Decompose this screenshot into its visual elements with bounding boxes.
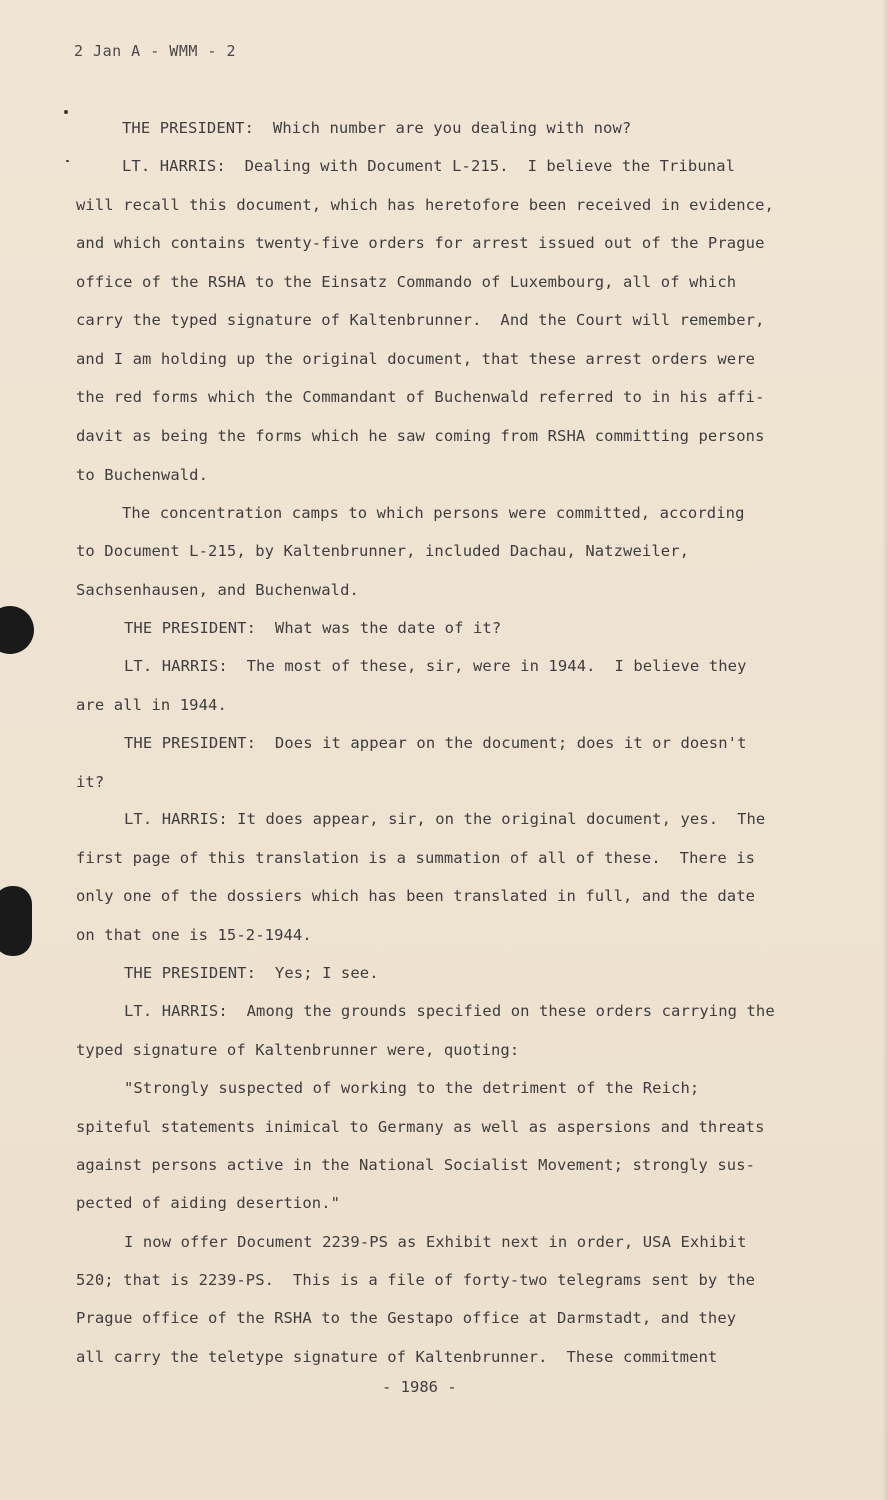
- text-line: davit as being the forms which he saw coming from RSHA committing persons: [76, 427, 765, 445]
- text-line: Prague office of the RSHA to the Gestapo office at Darmstadt, and they: [76, 1309, 737, 1327]
- text-line: it?: [76, 773, 105, 791]
- ink-speck: [66, 160, 69, 162]
- text-line: LT. HARRIS: The most of these, sir, were in 1944. I believe they: [124, 657, 747, 675]
- text-line: carry the typed signature of Kaltenbrunner. And the Court will remember,: [76, 311, 765, 329]
- text-line: THE PRESIDENT: What was the date of it?: [124, 619, 502, 637]
- text-line: "Strongly suspected of working to the detriment of the Reich;: [124, 1079, 700, 1097]
- binder-hole-top: [0, 606, 34, 654]
- text-line: all carry the teletype signature of Kaltenbrunner. These commitment: [76, 1348, 718, 1366]
- binder-hole-bottom: [0, 886, 32, 956]
- text-line: first page of this translation is a summation of all of these. There is: [76, 849, 756, 867]
- text-line: to Buchenwald.: [76, 466, 209, 484]
- text-line: THE PRESIDENT: Yes; I see.: [124, 964, 379, 982]
- text-line: against persons active in the National Socialist Movement; strongly sus-: [76, 1156, 756, 1174]
- text-line: The concentration camps to which persons were committed, according: [122, 504, 745, 522]
- text-line: I now offer Document 2239-PS as Exhibit next in order, USA Exhibit: [124, 1233, 747, 1251]
- text-line: the red forms which the Commandant of Buchenwald referred to in his affi-: [76, 388, 765, 406]
- text-line: 520; that is 2239-PS. This is a file of forty-two telegrams sent by the: [76, 1271, 756, 1289]
- text-line: office of the RSHA to the Einsatz Commando of Luxembourg, all of which: [76, 273, 737, 291]
- text-line: LT. HARRIS: Among the grounds specified on these orders carrying the: [124, 1002, 775, 1020]
- text-line: LT. HARRIS: Dealing with Document L-215. I believe the Tribunal: [122, 157, 736, 175]
- ink-speck: [64, 110, 68, 114]
- page-edge-shadow: [882, 0, 888, 1500]
- page-header: 2 Jan A - WMM - 2: [74, 42, 237, 60]
- text-line: THE PRESIDENT: Does it appear on the document; does it or doesn't: [124, 734, 747, 752]
- text-line: THE PRESIDENT: Which number are you dealing with now?: [122, 119, 632, 137]
- page-number: - 1986 -: [382, 1378, 457, 1396]
- text-line: pected of aiding desertion.": [76, 1194, 341, 1212]
- text-line: spiteful statements inimical to Germany as well as aspersions and threats: [76, 1118, 765, 1136]
- text-line: to Document L-215, by Kaltenbrunner, included Dachau, Natzweiler,: [76, 542, 690, 560]
- text-line: on that one is 15-2-1944.: [76, 926, 312, 944]
- text-line: will recall this document, which has heretofore been received in evidence,: [76, 196, 774, 214]
- text-line: are all in 1944.: [76, 696, 227, 714]
- text-line: LT. HARRIS: It does appear, sir, on the original document, yes. The: [124, 810, 766, 828]
- text-line: only one of the dossiers which has been translated in full, and the date: [76, 887, 756, 905]
- text-line: Sachsenhausen, and Buchenwald.: [76, 581, 359, 599]
- text-line: typed signature of Kaltenbrunner were, quoting:: [76, 1041, 520, 1059]
- text-line: and I am holding up the original document, that these arrest orders were: [76, 350, 756, 368]
- text-line: and which contains twenty-five orders for arrest issued out of the Prague: [76, 234, 765, 252]
